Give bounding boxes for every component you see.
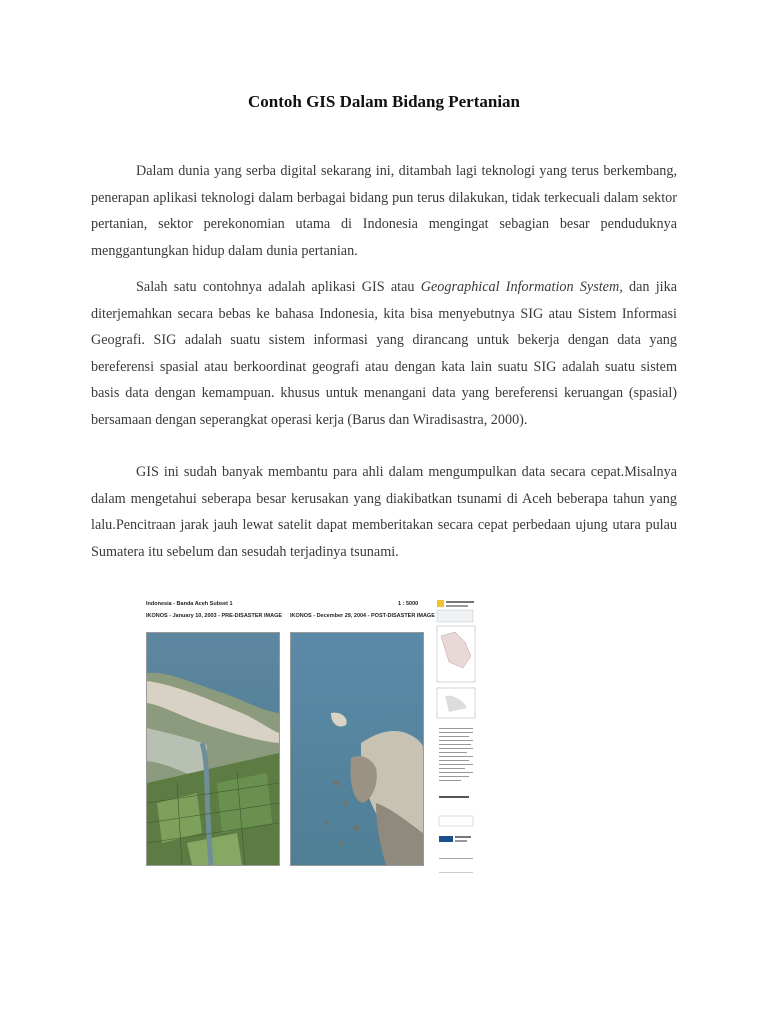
paragraph-1 xyxy=(91,158,677,264)
pre-disaster-caption: IKONOS - January 10, 2003 - PRE-DISASTER IMAGE xyxy=(146,613,283,619)
post-disaster-image xyxy=(290,632,424,866)
paragraph-2-text xyxy=(91,274,677,433)
satellite-figure xyxy=(140,596,477,878)
paragraph-2-italic-term: Geographical Information System, xyxy=(420,279,623,295)
map-legend-panel xyxy=(435,596,477,878)
paragraph-3-text: GIS ini sudah banyak membantu para ahli dalam mengumpulkan data secara cepat.Misalnya dalam mengetahui seberapa besar kerusakan yang diakibatkan tsunami di Aceh beberapa tahun yang lalu.Pencitraan jarak jauh lewat satelit dapat memberitakan secara cepat perbedaan ujung utara pulau Sumatera itu sebelum dan sesudah terjadinya tsunami. xyxy=(91,464,677,560)
paragraph-1-text: Dalam dunia yang serba digital sekarang ini, ditambah lagi teknologi yang terus berkembang, penerapan aplikasi teknologi dalam berbagai bidang pun terus dilakukan, tidak terkecuali dalam sektor pertanian, sektor perekonomian utama di Indonesia mengingat sebagian besar penduduknya menggantungkan hidup dalam dunia pertanian. xyxy=(91,163,677,259)
paragraph-2-rest: dan jika diterjemahkan secara bebas ke bahasa Indonesia, kita bisa menyebutnya SIG atau Sistem Informasi Geografi. SIG adalah suatu sistem informasi yang dirancang untuk bekerja dengan data yang bereferensi spasial atau berkoordinat geografi atau dengan kata lain suatu SIG adalah suatu sistem basis data dengan kemampuan. khusus untuk menangani data yang bereferensi keruangan (spasial) bersamaan dengan seperangkat operasi kerja (Barus dan Wiradisastra, 2000). xyxy=(91,279,677,428)
figure-scale: 1 : 5000 xyxy=(398,601,419,607)
paragraph-2 xyxy=(91,274,677,433)
post-disaster-caption: IKONOS - December 29, 2004 - POST-DISASTER IMAGE xyxy=(290,613,435,619)
pre-disaster-image xyxy=(146,632,280,866)
paragraph-3 xyxy=(91,459,677,565)
document-title: Contoh GIS Dalam Bidang Pertanian xyxy=(247,92,521,111)
paragraph-2-lead: Salah satu contohnya adalah aplikasi GIS atau xyxy=(136,279,421,295)
figure-header: Indonesia - Banda Aceh Subset 1 xyxy=(146,601,233,607)
